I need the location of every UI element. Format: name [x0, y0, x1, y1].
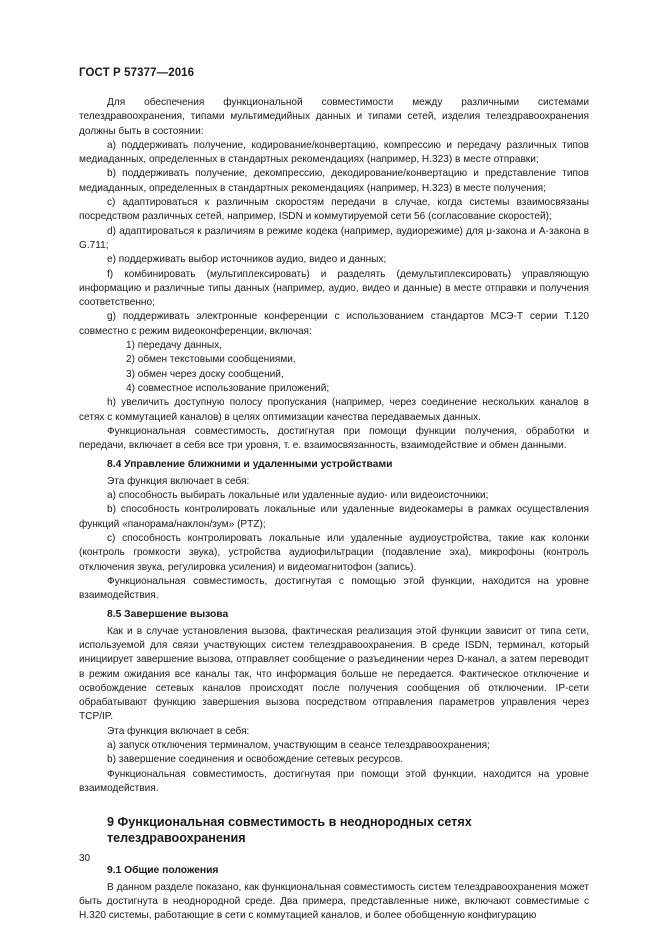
chapter-heading: 9 Функциональная совместимость в неоднородных сетях телездравоохранения	[107, 815, 472, 846]
document-body	[79, 96, 589, 923]
paragraph: d) адаптироваться к различиям в режиме кодека (например, аудиорежиме) для μ-закона и A-закона в G.711;	[79, 225, 589, 251]
paragraph: Функциональная совместимость, достигнутая при помощи функции получения, обработки и передачи, включает в себя все три уровня, т. е. взаимосвязанность, взаимодействие и обмен данными.	[79, 425, 589, 452]
page-number: 30	[79, 853, 91, 864]
paragraph: Как и в случае установления вызова, фактическая реализация этой функции зависит от типа сети, используемой для связи участвующих систем телездравоохранения. В среде ISDN, терминал, который инициирует завершение вызова, отправляет сообщение о разъединении через D-канал, а затем переводит в режим ожидания все каналы так, что информация больше не передается. Фактическое отключение и освобождение сетевых каналов происходят после получения сообщения об отключении. IP-сети обрабатывают функцию завершения вызова посредством отправления параметров управления через TCP/IP.	[79, 625, 589, 723]
paragraph: a) запуск отключения терминалом, участвующим в сеансе телездравоохранения;	[107, 740, 490, 752]
paragraph: Эта функция включает в себя:	[107, 475, 250, 487]
section-heading: 9.1 Общие положения	[107, 865, 219, 877]
paragraph: a) поддерживать получение, кодирование/конвертацию, компрессию и передачу различных типов медиаданных, определенных в стандартных рекомендациях (например, H.323) в месте отправки;	[79, 139, 589, 166]
paragraph: Функциональная совместимость, достигнутая с помощью этой функции, находится на уровне взаимодействия.	[79, 575, 589, 602]
paragraph: Для обеспечения функциональной совместимости между различными системами телездравоохранения, типами мультимедийных данных и типами сетей, изделия телездравоохранения должны быть в состоянии:	[79, 97, 589, 137]
list-item: 2) обмен текстовыми сообщениями,	[126, 354, 296, 366]
paragraph: Эта функция включает в себя:	[107, 725, 250, 737]
paragraph: h) увеличить доступную полосу пропускания (например, через соединение нескольких каналов в сетях с коммутацией каналов) в целях оптимизации качества передаваемых данных.	[79, 397, 589, 423]
paragraph: b) способность контролировать локальные или удаленные видеокамеры в рамках осуществления функций «панорама/наклон/зум» (PTZ);	[79, 504, 589, 530]
paragraph: b) поддерживать получение, декомпрессию, декодирование/конвертацию и представление типов медиаданных, определенных в стандартных рекомендациях (например, H.323) в месте получения;	[79, 168, 589, 194]
paragraph: b) завершение соединения и освобождение сетевых ресурсов.	[107, 754, 404, 766]
paragraph: a) способность выбирать локальные или удаленные аудио- или видеоисточники;	[107, 490, 489, 502]
list-item: 1) передачу данных,	[126, 340, 223, 352]
paragraph: c) адаптироваться к различным скоростям передачи в случае, когда системы взаимосвязаны посредством различных сетей, например, ISDN и коммутируемой сети 56 (согласование скоростей);	[79, 197, 589, 223]
paragraph: e) поддерживать выбор источников аудио, видео и данных;	[107, 254, 387, 266]
paragraph: c) способность контролировать локальные или удаленные аудиоустройства, такие как колонки (контроль громкости звука), устройства аудиофильтрации (подавление эха), микрофоны (контроль отключения звука, регулировка усиления) и видеомагнитофон (запись).	[79, 532, 589, 573]
section-heading: 8.4 Управление ближними и удаленными устройствами	[107, 459, 393, 471]
section-heading: 8.5 Завершение вызова	[107, 609, 229, 621]
paragraph: Функциональная совместимость, достигнутая при помощи этой функции, находится на уровне взаимодействия.	[79, 768, 589, 794]
document-header: ГОСТ Р 57377—2016	[79, 67, 195, 79]
list-item: 3) обмен через доску сообщений,	[126, 368, 284, 380]
list-item: 4) совместное использование приложений;	[126, 382, 330, 394]
paragraph: g) поддерживать электронные конференции с использованием стандартов МСЭ-Т серии T.120 совместно с режим видеоконференции, включая:	[79, 311, 589, 337]
paragraph: В данном разделе показано, как функциональная совместимость систем телездравоохранения может быть достигнута в неоднородной среде. Два примера, представленные ниже, включают совместимые с H.320 системы, работающие в сети с коммутацией каналов, и более обобщенную конфигурацию	[79, 881, 589, 922]
paragraph: f) комбинировать (мультиплексировать) и разделять (демультиплексировать) управляющую информацию и различные типы данных (например, аудио, видео и данные) в месте отправки и получения соответственно;	[79, 268, 589, 309]
